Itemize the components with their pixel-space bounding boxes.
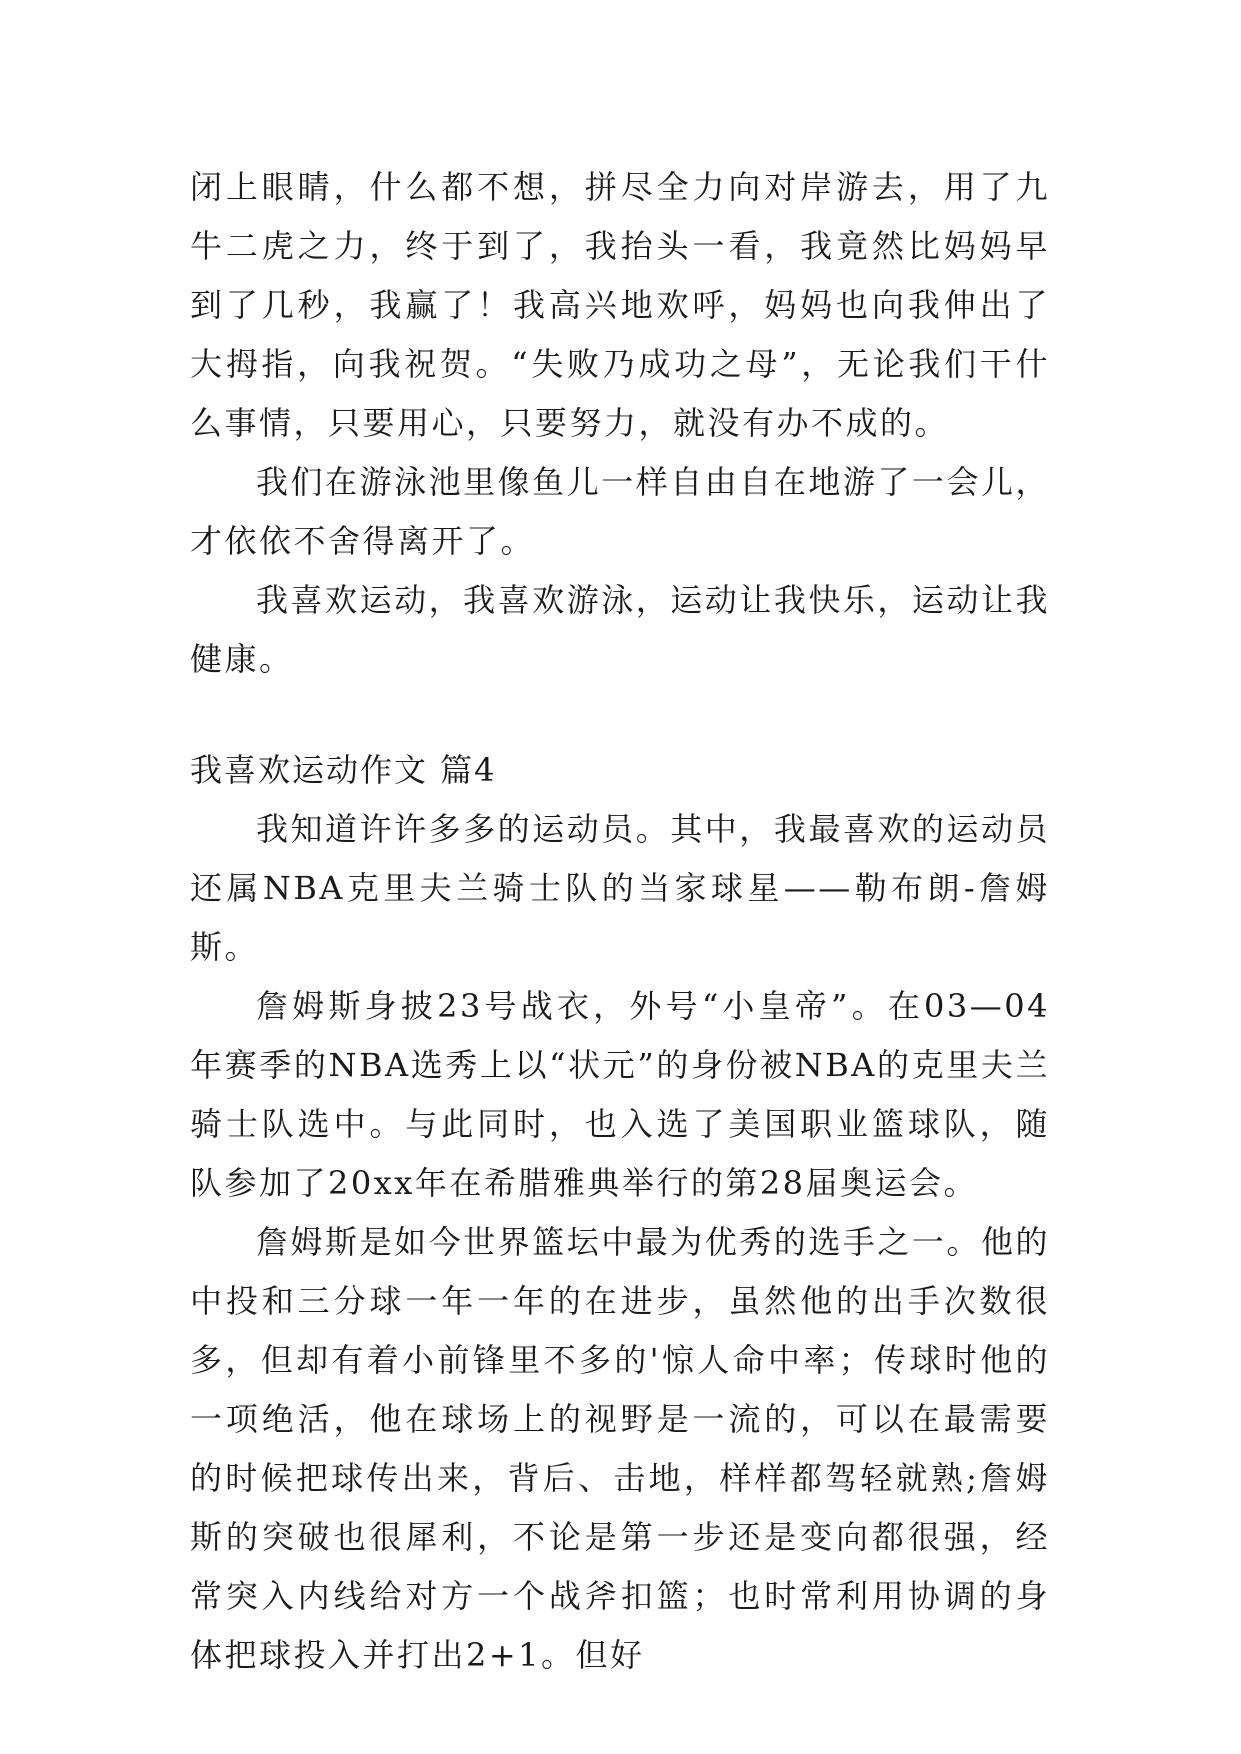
section-spacer (190, 689, 1050, 741)
paragraph-favorite-athlete: 我知道许许多多的运动员。其中，我最喜欢的运动员还属NBA克里夫兰骑士队的当家球星——勒布朗-詹姆斯。 (190, 810, 1050, 966)
paragraph-james-career: 詹姆斯身披23号战衣，外号“小皇帝”。在03—04年赛季的NBA选秀上以“状元”的身份被NBA的克里夫兰骑士队选中。与此同时，也入选了美国职业篮球队，随队参加了20xx年在希腊雅典举行的第28届奥运会。 (190, 987, 1050, 1202)
paragraph-leaving-pool: 我们在游泳池里像鱼儿一样自由自在地游了一会儿，才依依不舍得离开了。 (190, 463, 1050, 560)
paragraph-swim-race: 闭上眼睛，什么都不想，拼尽全力向对岸游去，用了九牛二虎之力，终于到了，我抬头一看，我竟然比妈妈早到了几秒，我赢了！我高兴地欢呼，妈妈也向我伸出了大拇指，向我祝贺。“失败乃成功之母”，无论我们干什么事情，只要用心，只要努力，就没有办不成的。 (190, 168, 1050, 442)
section-heading: 我喜欢运动作文 篇4 (190, 751, 497, 789)
paragraph-love-sports: 我喜欢运动，我喜欢游泳，运动让我快乐，运动让我健康。 (190, 581, 1050, 678)
document-body (190, 158, 1050, 1685)
paragraph-james-skills: 詹姆斯是如今世界篮坛中最为优秀的选手之一。他的中投和三分球一年一年的在进步，虽然他的出手次数很多，但却有着小前锋里不多的'惊人命中率；传球时他的一项绝活，他在球场上的视野是一流的，可以在最需要的时候把球传出来，背后、击地，样样都驾轻就熟;詹姆斯的突破也很犀利，不论是第一步还是变向都很强，经常突入内线给对方一个战斧扣篮；也时常利用协调的身体把球投入并打出2+1。但好 (190, 1223, 1050, 1674)
